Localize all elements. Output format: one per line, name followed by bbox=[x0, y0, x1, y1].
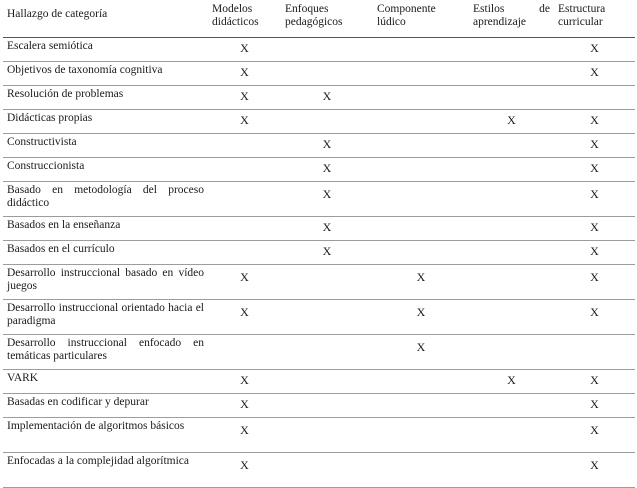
header-estructura-curricular: Estructura curricular bbox=[554, 2, 635, 38]
mark-estilos-aprendizaje: X bbox=[469, 370, 554, 394]
table-row bbox=[3, 38, 635, 62]
mark-estructura-curricular: X bbox=[554, 134, 635, 158]
row-category-label: Enfocadas a la complejidad algorítmica bbox=[3, 453, 208, 488]
table-row bbox=[3, 335, 635, 370]
row-category-label: Constructivista bbox=[3, 134, 208, 158]
table-row bbox=[3, 110, 635, 134]
mark-estilos-aprendizaje bbox=[469, 418, 554, 453]
mark-modelos-didacticos bbox=[208, 134, 281, 158]
mark-estructura-curricular: X bbox=[554, 418, 635, 453]
mark-estilos-aprendizaje bbox=[469, 265, 554, 300]
mark-modelos-didacticos: X bbox=[208, 38, 281, 62]
table-row bbox=[3, 62, 635, 86]
mark-enfoques-pedagogicos bbox=[281, 335, 373, 370]
mark-estilos-aprendizaje bbox=[469, 241, 554, 265]
mark-modelos-didacticos bbox=[208, 182, 281, 217]
mark-componente-ludico bbox=[373, 241, 469, 265]
mark-componente-ludico bbox=[373, 134, 469, 158]
mark-enfoques-pedagogicos bbox=[281, 110, 373, 134]
row-category-label: Basados en el currículo bbox=[3, 241, 208, 265]
category-findings-table bbox=[3, 2, 635, 488]
table-row bbox=[3, 134, 635, 158]
mark-enfoques-pedagogicos: X bbox=[281, 158, 373, 182]
mark-estructura-curricular: X bbox=[554, 110, 635, 134]
mark-modelos-didacticos: X bbox=[208, 394, 281, 418]
mark-estilos-aprendizaje bbox=[469, 217, 554, 241]
table-row bbox=[3, 217, 635, 241]
mark-componente-ludico: X bbox=[373, 335, 469, 370]
mark-componente-ludico: X bbox=[373, 265, 469, 300]
header-category: Hallazgo de categoría bbox=[3, 2, 208, 38]
table-row bbox=[3, 418, 635, 453]
mark-estructura-curricular bbox=[554, 335, 635, 370]
mark-estilos-aprendizaje bbox=[469, 158, 554, 182]
mark-enfoques-pedagogicos bbox=[281, 370, 373, 394]
header-modelos-didacticos: Modelos didácticos bbox=[208, 2, 281, 38]
header-componente-ludico: Componente lúdico bbox=[373, 2, 469, 38]
table-row bbox=[3, 370, 635, 394]
header-enfoques-pedagogicos: Enfoques pedagógicos bbox=[281, 2, 373, 38]
mark-estilos-aprendizaje bbox=[469, 335, 554, 370]
mark-estructura-curricular: X bbox=[554, 241, 635, 265]
table-header bbox=[3, 2, 635, 38]
row-category-label: Basado en metodología del proceso didáctico bbox=[3, 182, 208, 217]
mark-componente-ludico bbox=[373, 453, 469, 488]
row-category-label: VARK bbox=[3, 370, 208, 394]
mark-modelos-didacticos: X bbox=[208, 370, 281, 394]
mark-modelos-didacticos: X bbox=[208, 418, 281, 453]
mark-modelos-didacticos bbox=[208, 217, 281, 241]
mark-modelos-didacticos bbox=[208, 158, 281, 182]
mark-componente-ludico bbox=[373, 158, 469, 182]
mark-enfoques-pedagogicos bbox=[281, 265, 373, 300]
mark-enfoques-pedagogicos bbox=[281, 394, 373, 418]
mark-enfoques-pedagogicos: X bbox=[281, 217, 373, 241]
table-row bbox=[3, 265, 635, 300]
mark-estructura-curricular: X bbox=[554, 300, 635, 335]
row-category-label: Desarrollo instruccional basado en vídeo juegos bbox=[3, 265, 208, 300]
mark-modelos-didacticos: X bbox=[208, 62, 281, 86]
table-body bbox=[3, 38, 635, 488]
mark-estilos-aprendizaje bbox=[469, 394, 554, 418]
mark-modelos-didacticos bbox=[208, 241, 281, 265]
row-category-label: Construccionista bbox=[3, 158, 208, 182]
mark-enfoques-pedagogicos bbox=[281, 300, 373, 335]
row-category-label: Basados en la enseñanza bbox=[3, 217, 208, 241]
mark-componente-ludico bbox=[373, 217, 469, 241]
mark-componente-ludico bbox=[373, 86, 469, 110]
mark-estilos-aprendizaje bbox=[469, 134, 554, 158]
mark-modelos-didacticos: X bbox=[208, 300, 281, 335]
row-category-label: Objetivos de taxonomía cognitiva bbox=[3, 62, 208, 86]
table-row bbox=[3, 241, 635, 265]
mark-estilos-aprendizaje bbox=[469, 182, 554, 217]
mark-estructura-curricular bbox=[554, 86, 635, 110]
mark-estructura-curricular: X bbox=[554, 394, 635, 418]
mark-estructura-curricular: X bbox=[554, 453, 635, 488]
mark-enfoques-pedagogicos bbox=[281, 38, 373, 62]
header-row bbox=[3, 2, 635, 38]
mark-estilos-aprendizaje bbox=[469, 300, 554, 335]
mark-estructura-curricular: X bbox=[554, 265, 635, 300]
mark-componente-ludico bbox=[373, 110, 469, 134]
mark-componente-ludico: X bbox=[373, 300, 469, 335]
mark-estructura-curricular: X bbox=[554, 182, 635, 217]
mark-modelos-didacticos: X bbox=[208, 453, 281, 488]
mark-enfoques-pedagogicos: X bbox=[281, 241, 373, 265]
mark-estructura-curricular: X bbox=[554, 38, 635, 62]
mark-enfoques-pedagogicos bbox=[281, 453, 373, 488]
mark-estilos-aprendizaje bbox=[469, 453, 554, 488]
header-estilos-aprendizaje: Estilos de aprendizaje bbox=[469, 2, 554, 38]
row-category-label: Didácticas propias bbox=[3, 110, 208, 134]
row-category-label: Basadas en codificar y depurar bbox=[3, 394, 208, 418]
row-category-label: Desarrollo instruccional orientado hacia el paradigma bbox=[3, 300, 208, 335]
mark-componente-ludico bbox=[373, 418, 469, 453]
mark-estructura-curricular: X bbox=[554, 370, 635, 394]
mark-componente-ludico bbox=[373, 370, 469, 394]
row-category-label: Desarrollo instruccional enfocado en temáticas particulares bbox=[3, 335, 208, 370]
mark-enfoques-pedagogicos: X bbox=[281, 182, 373, 217]
table-row bbox=[3, 453, 635, 488]
table-row bbox=[3, 182, 635, 217]
mark-enfoques-pedagogicos: X bbox=[281, 86, 373, 110]
mark-componente-ludico bbox=[373, 38, 469, 62]
mark-componente-ludico bbox=[373, 62, 469, 86]
mark-componente-ludico bbox=[373, 394, 469, 418]
row-category-label: Escalera semiótica bbox=[3, 38, 208, 62]
mark-enfoques-pedagogicos bbox=[281, 418, 373, 453]
row-category-label: Implementación de algoritmos básicos bbox=[3, 418, 208, 453]
table-row bbox=[3, 394, 635, 418]
table-row bbox=[3, 300, 635, 335]
mark-estructura-curricular: X bbox=[554, 217, 635, 241]
mark-estilos-aprendizaje: X bbox=[469, 110, 554, 134]
mark-enfoques-pedagogicos: X bbox=[281, 134, 373, 158]
table-row bbox=[3, 158, 635, 182]
mark-modelos-didacticos: X bbox=[208, 110, 281, 134]
mark-estilos-aprendizaje bbox=[469, 62, 554, 86]
row-category-label: Resolución de problemas bbox=[3, 86, 208, 110]
mark-modelos-didacticos: X bbox=[208, 86, 281, 110]
mark-estilos-aprendizaje bbox=[469, 38, 554, 62]
mark-estilos-aprendizaje bbox=[469, 86, 554, 110]
mark-modelos-didacticos: X bbox=[208, 265, 281, 300]
table-row bbox=[3, 86, 635, 110]
mark-estructura-curricular: X bbox=[554, 62, 635, 86]
mark-modelos-didacticos bbox=[208, 335, 281, 370]
mark-enfoques-pedagogicos bbox=[281, 62, 373, 86]
mark-estructura-curricular: X bbox=[554, 158, 635, 182]
mark-componente-ludico bbox=[373, 182, 469, 217]
